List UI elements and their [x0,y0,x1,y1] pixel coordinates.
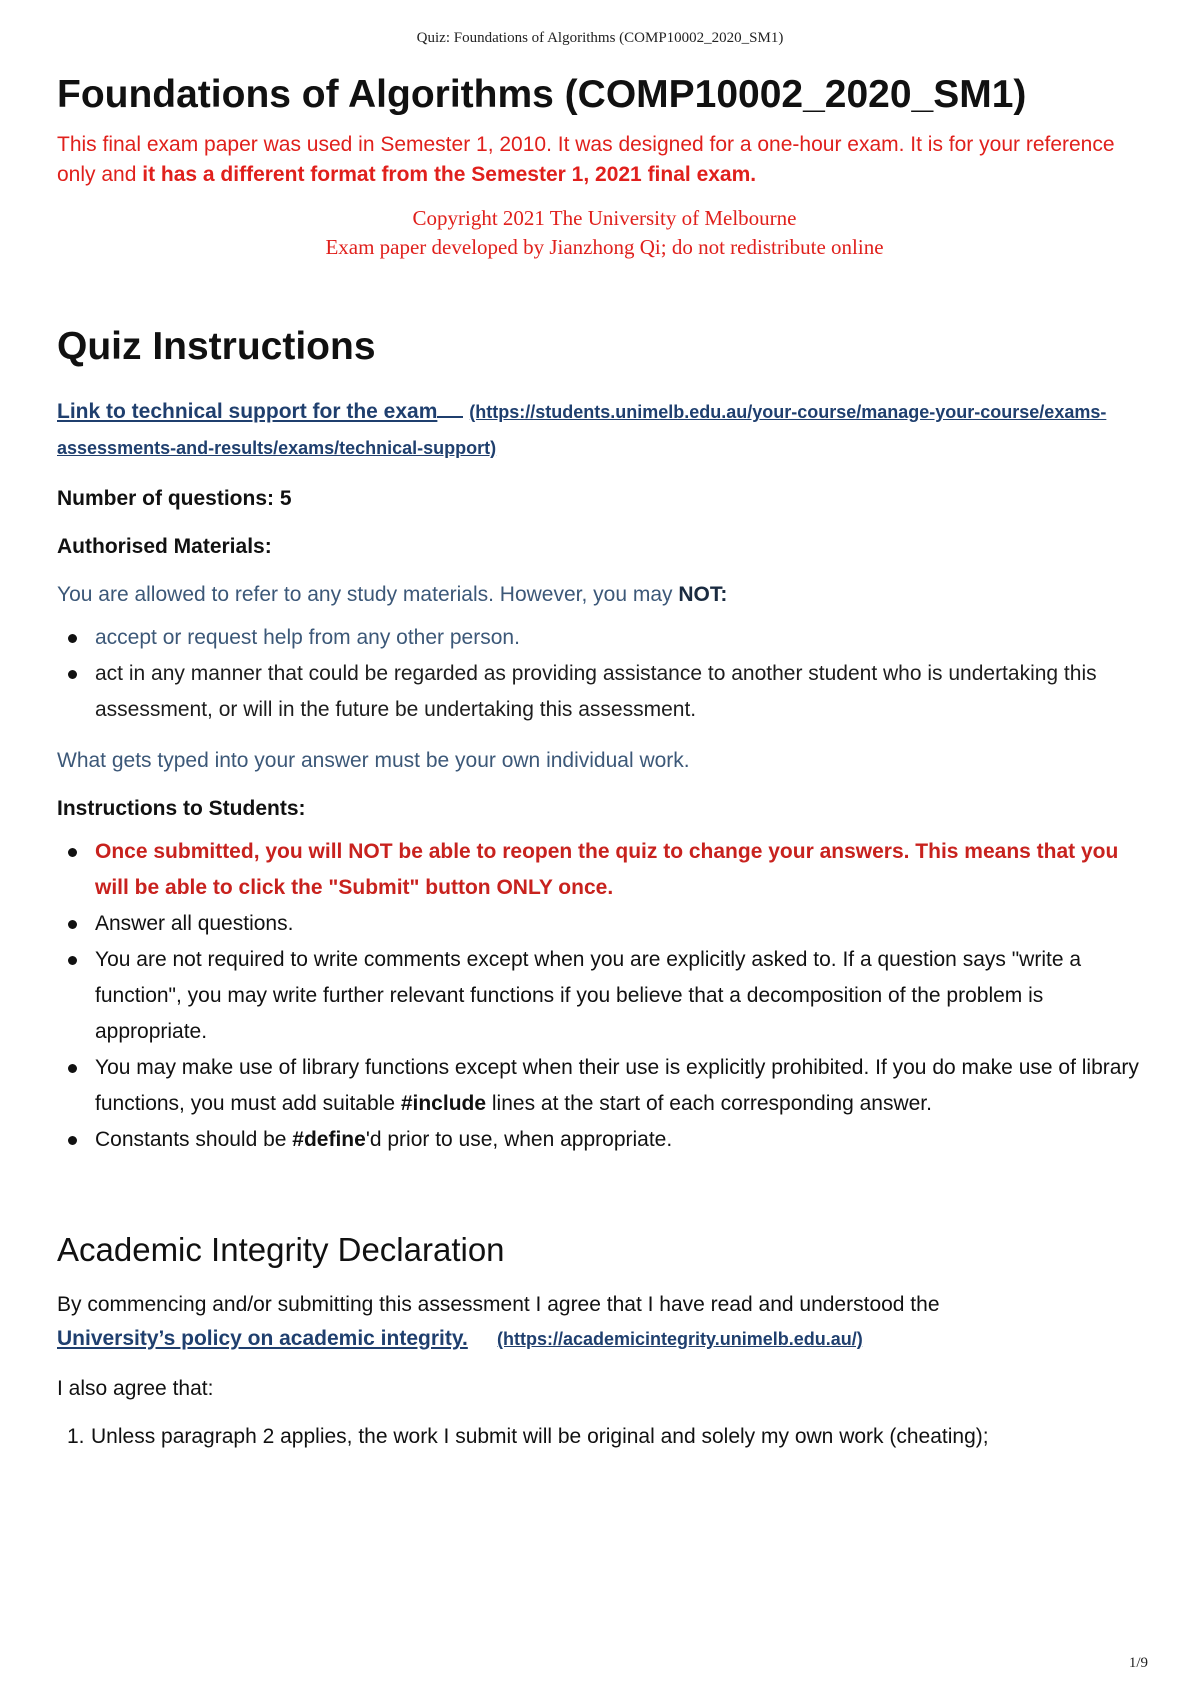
list-number: 1. [67,1425,85,1448]
bullet-icon [68,670,77,679]
list-item [57,656,1152,728]
list-item-text: You are not required to write comments except when you are explicitly asked to. If a question says "write a function", you may write further relevant functions if you believe that a decomposition of the problem is appropriate. [95,948,1082,1043]
own-work-statement: What gets typed into your answer must be your own individual work. [57,749,690,772]
bullet-icon [68,634,77,643]
link-underline-gap [437,416,463,418]
number-of-questions: Number of questions: 5 [57,487,292,510]
instructions-to-students-heading: Instructions to Students: [57,797,306,820]
submit-warning: Once submitted, you will NOT be able to reopen the quiz to change your answers. This means that you will be able to click the "Submit" button ONLY once. [95,840,1119,899]
allowed-materials-not: NOT: [678,583,728,606]
list-item [57,620,1152,656]
list-item-text: accept or request help from any other person. [95,626,520,649]
define-code: #define [292,1128,366,1151]
exam-notice-text: This final exam paper was used in Semester 1, 2010. It was designed for a one-hour exam. It is for your reference only and [57,133,1115,186]
list-item [57,1122,1152,1158]
prohibited-actions-list [57,620,1152,728]
technical-support-paragraph [57,394,1152,466]
bullet-icon [68,1136,77,1145]
list-item-text: Unless paragraph 2 applies, the work I submit will be original and solely my own work (cheating); [91,1425,989,1448]
bullet-icon [68,920,77,929]
integrity-policy-link[interactable]: University’s policy on academic integrity. [57,1327,468,1350]
list-item [57,942,1152,1050]
bullet-icon [68,956,77,965]
technical-support-url[interactable]: (https://students.unimelb.edu.au/your-course/manage-your-course/exams-assessments-and-results/exams/technical-support) [57,402,1107,458]
bullet-icon [68,1064,77,1073]
technical-support-link[interactable]: Link to technical support for the exam [57,400,438,423]
allowed-materials-text [57,580,1152,610]
list-item-text: You may make use of library functions except when their use is explicitly prohibited. If you do make use of library functions, you must add suitable [95,1056,1139,1115]
exam-notice [57,130,1152,190]
allowed-materials-sentence: You are allowed to refer to any study materials. However, you may [57,583,679,606]
list-item [57,1050,1152,1122]
exam-notice-emphasis: it has a different format from the Semester 1, 2021 final exam. [142,163,757,186]
list-item-text: lines at the start of each corresponding answer. [486,1092,932,1115]
list-item [57,1420,1152,1454]
authorised-materials-heading: Authorised Materials: [57,535,272,558]
list-item [57,906,1152,942]
agreement-list [57,1420,1152,1454]
developer-line: Exam paper developed by Jianzhong Qi; do not redistribute online [325,235,884,259]
include-code: #include [400,1092,487,1115]
academic-integrity-heading: Academic Integrity Declaration [57,1231,505,1268]
page-title: Foundations of Algorithms (COMP10002_2020_SM1) [57,73,1027,116]
bullet-icon [68,848,77,857]
list-item-text: Answer all questions. [95,912,294,935]
page-number: 1/9 [1128,1655,1148,1671]
copyright-line: Copyright 2021 The University of Melbourne [412,206,797,230]
integrity-policy-url[interactable]: (https://academicintegrity.unimelb.edu.au/) [497,1329,863,1349]
running-header: Quiz: Foundations of Algorithms (COMP10002_2020_SM1) [416,30,784,46]
list-item [57,834,1152,906]
copyright-block [57,204,1152,262]
integrity-intro [57,1288,1152,1356]
student-instructions-list [57,834,1152,1158]
content-area [57,70,1152,1454]
list-item-text: act in any manner that could be regarded as providing assistance to another student who is undertaking this assessment, or will in the future be undertaking this assessment. [95,662,1097,721]
agreement-intro: I also agree that: [57,1377,214,1400]
integrity-intro-text: By commencing and/or submitting this assessment I agree that I have read and understood the [57,1293,940,1316]
quiz-instructions-heading: Quiz Instructions [57,325,376,368]
list-item-text: 'd prior to use, when appropriate. [365,1128,673,1151]
list-item-text: Constants should be [95,1128,293,1151]
